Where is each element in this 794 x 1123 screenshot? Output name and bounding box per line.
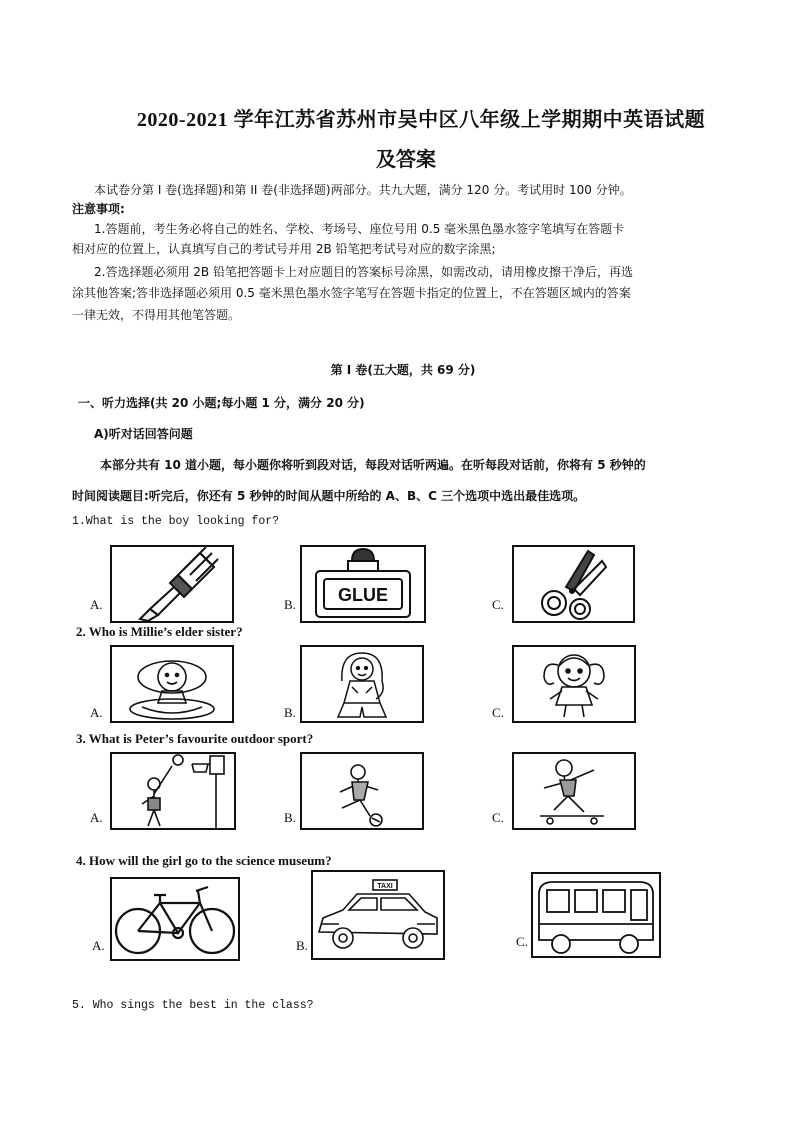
q3-option-a-label: A. bbox=[90, 810, 103, 825]
q2-option-b[interactable] bbox=[300, 645, 424, 723]
glue-label: GLUE bbox=[337, 585, 389, 605]
page-title-line2: 及答案 bbox=[376, 149, 436, 171]
instruction-b: 时间阅读题目:听完后，你还有 5 秒钟的时间从题中所给的 A、B、C 三个选项中选出最佳选项。 bbox=[72, 489, 586, 503]
q4-option-c[interactable] bbox=[531, 872, 661, 958]
question-1: 1.What is the boy looking for? bbox=[72, 515, 280, 528]
q3-option-b-label: B. bbox=[284, 810, 296, 825]
sectionA-title: A)听对话回答问题 bbox=[94, 427, 193, 441]
bicycle-icon bbox=[112, 879, 238, 959]
q2-option-c-label: C. bbox=[492, 705, 504, 720]
notice-label: 注意事项: bbox=[72, 202, 125, 216]
instruction-a: 本部分共有 10 道小题，每小题你将听到段对话，每段对话听两遍。在听每段对话前，你将有 5 秒钟的 bbox=[100, 458, 646, 472]
paintbrush-icon bbox=[112, 547, 232, 621]
notice-2c: 一律无效，不得用其他笔答题。 bbox=[72, 308, 241, 322]
q1-option-c-label: C. bbox=[492, 597, 504, 612]
question-3: 3. What is Peter’s favourite outdoor sport? bbox=[76, 731, 314, 746]
girl-pigtails-icon bbox=[514, 647, 634, 721]
page-title-line1: 2020-2021 学年江苏省苏州市吴中区八年级上学期期中英语试题 bbox=[136, 109, 706, 131]
q2-option-c[interactable] bbox=[512, 645, 636, 723]
q1-option-a-label: A. bbox=[90, 597, 103, 612]
glue-icon bbox=[302, 547, 424, 621]
question-2: 2. Who is Millie’s elder sister? bbox=[76, 624, 243, 639]
q2-option-a[interactable] bbox=[110, 645, 234, 723]
q4-option-b[interactable] bbox=[311, 870, 445, 960]
q1-option-b-label: B. bbox=[284, 597, 296, 612]
q1-option-a[interactable] bbox=[110, 545, 234, 623]
football-icon bbox=[302, 754, 422, 828]
q2-option-a-label: A. bbox=[90, 705, 103, 720]
taxi-icon bbox=[313, 872, 443, 958]
part1-title: 第 I 卷(五大题，共 69 分) bbox=[330, 363, 476, 377]
q3-option-c-label: C. bbox=[492, 810, 504, 825]
scissors-icon bbox=[514, 547, 633, 621]
intro-text: 本试卷分第 I 卷(选择题)和第 II 卷(非选择题)两部分。共九大题，满分 120 分。考试用时 100 分钟。 bbox=[94, 183, 632, 197]
q3-option-c[interactable] bbox=[512, 752, 636, 830]
notice-1a: 1.答题前，考生务必将自己的姓名、学校、考场号、座位号用 0.5 毫米黑色墨水签字笔填写在答题卡 bbox=[94, 222, 625, 236]
q4-option-c-label: C. bbox=[516, 934, 528, 949]
skateboard-icon bbox=[514, 754, 634, 828]
girl-short-hair-icon bbox=[112, 647, 232, 721]
q1-option-b[interactable] bbox=[300, 545, 426, 623]
q1-option-c[interactable] bbox=[512, 545, 635, 623]
girl-long-hair-icon bbox=[302, 647, 422, 721]
question-4: 4. How will the girl go to the science museum? bbox=[76, 853, 332, 868]
basketball-icon bbox=[112, 754, 234, 828]
notice-2a: 2.答选择题必须用 2B 铅笔把答题卡上对应题目的答案标号涂黑，如需改动，请用橡皮擦干净后，再选 bbox=[94, 265, 633, 279]
notice-2b: 涂其他答案;答非选择题必须用 0.5 毫米黑色墨水签字笔写在答题卡指定的位置上，不在答题区域内的答案 bbox=[72, 286, 631, 300]
taxi-label: TAXI bbox=[377, 883, 393, 890]
bus-icon bbox=[533, 874, 659, 956]
q4-option-a-label: A. bbox=[92, 938, 105, 953]
question-5: 5. Who sings the best in the class? bbox=[72, 999, 314, 1012]
q4-option-a[interactable] bbox=[110, 877, 240, 961]
notice-1b: 相对应的位置上，认真填写自己的考试号并用 2B 铅笔把考试号对应的数字涂黑; bbox=[72, 242, 496, 256]
q3-option-a[interactable] bbox=[110, 752, 236, 830]
q4-option-b-label: B. bbox=[296, 938, 308, 953]
q2-option-b-label: B. bbox=[284, 705, 296, 720]
q3-option-b[interactable] bbox=[300, 752, 424, 830]
section1-title: 一、听力选择(共 20 小题;每小题 1 分，满分 20 分) bbox=[78, 396, 365, 410]
